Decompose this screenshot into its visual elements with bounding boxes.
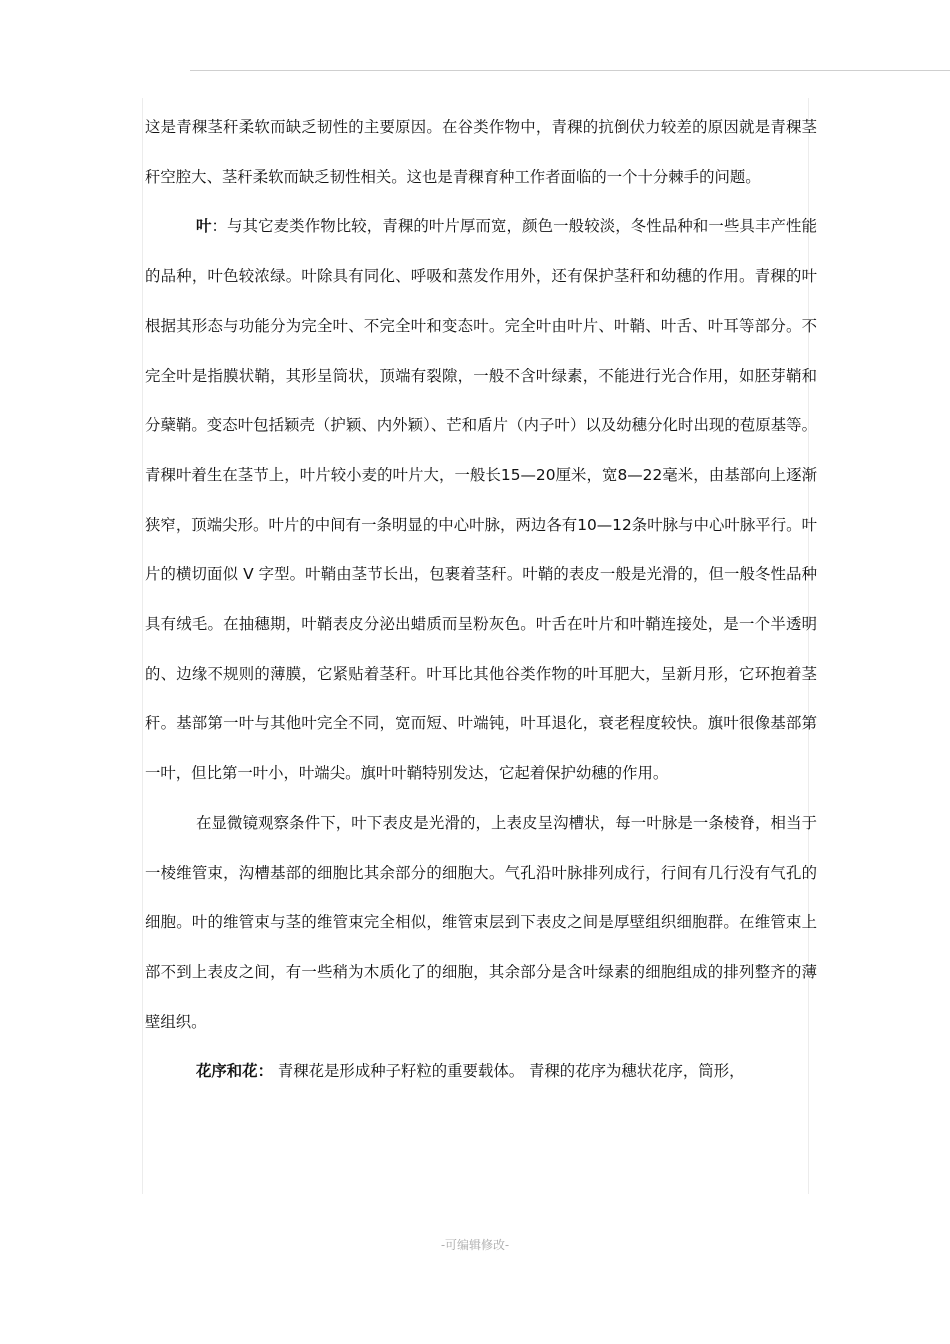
paragraph-stem-continuation: 这是青稞茎秆柔软而缺乏韧性的主要原因。在谷类作物中，青稞的抗倒伏力较差的原因就是青稞茎秆空腔大、茎秆柔软而缺乏韧性相关。这也是青稞育种工作者面临的一个十分棘手的问题。: [145, 118, 817, 186]
term-inflorescence: 花序和花：: [196, 1062, 273, 1081]
document-body: [145, 103, 817, 1097]
paragraph-leaf: [145, 202, 817, 798]
term-leaf: 叶: [196, 217, 212, 236]
header-rule: [190, 70, 950, 71]
paragraph-inflorescence: [145, 1047, 817, 1097]
paragraph-microscopy: 在显微镜观察条件下，叶下表皮是光滑的，上表皮呈沟槽状，每一叶脉是一条棱脊，相当于一棱维管束，沟槽基部的细胞比其余部分的细胞大。气孔沿叶脉排列成行，行间有几行没有气孔的细胞。叶的维管束与茎的维管束完全相似，维管束层到下表皮之间是厚壁组织细胞群。在维管束上部不到上表皮之间，有一些稍为木质化了的细胞，其余部分是含叶绿素的细胞组成的排列整齐的薄壁组织。: [145, 813, 817, 1031]
paragraph-leaf-text: ：与其它麦类作物比较，青稞的叶片厚而宽，颜色一般较淡，冬性品种和一些具丰产性能的品种，叶色较浓绿。叶除具有同化、呼吸和蒸发作用外，还有保护茎秆和幼穗的作用。青稞的叶根据其形态与功能分为完全叶、不完全叶和变态叶。完全叶由叶片、叶鞘、叶舌、叶耳等部分。不完全叶是指膜状鞘，其形呈筒状，顶端有裂隙，一般不含叶绿素，不能进行光合作用，如胚芽鞘和分蘖鞘。变态叶包括颖壳（护颖、内外颖）、芒和盾片（内子叶）以及幼穗分化时出现的苞原基等。青稞叶着生在茎节上，叶片较小麦的叶片大，一般长15—20厘米，宽8—22毫米，由基部向上逐渐狭窄，顶端尖形。叶片的中间有一条明显的中心叶脉，两边各有10—12条叶脉与中心叶脉平行。叶片的横切面似 V 字型。叶鞘由茎节长出，包裹着茎秆。叶鞘的表皮一般是光滑的，但一般冬性品种具有绒毛。在抽穗期，叶鞘表皮分泌出蜡质而呈粉灰色。叶舌在叶片和叶鞘连接处，是一个半透明的、边缘不规则的薄膜，它紧贴着茎秆。叶耳比其他谷类作物的叶耳肥大，呈新月形，它环抱着茎秆。基部第一叶与其他叶完全不同，宽而短、叶端钝，叶耳退化，衰老程度较快。旗叶很像基部第一叶，但比第一叶小，叶端尖。旗叶叶鞘特别发达，它起着保护幼穗的作用。: [145, 217, 817, 783]
left-margin-rule: [142, 98, 143, 1194]
paragraph-inflorescence-text: 青稞花是形成种子籽粒的重要载体。 青稞的花序为穗状花序，筒形，: [272, 1062, 745, 1081]
page-footer: -可编辑修改-: [440, 1238, 510, 1252]
